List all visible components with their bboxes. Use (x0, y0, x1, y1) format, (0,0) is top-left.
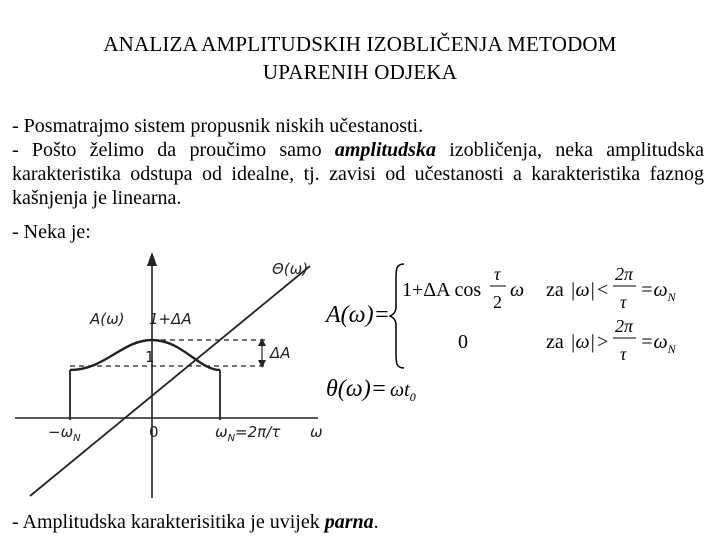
paragraph-let: - Neka je: (12, 221, 91, 243)
theta-lhs: θ(ω)= (326, 376, 387, 402)
case2-abs: |ω| (570, 331, 596, 353)
p2-text-a: - Pošto želimo da proučimo samo (12, 139, 335, 161)
p4-emphasis: parna (324, 511, 374, 533)
vertical-axis-arrow (147, 252, 157, 266)
case1-abs: |ω| (570, 279, 596, 301)
amplitude-phase-figure (10, 248, 340, 503)
case2-tau-den: τ (620, 344, 627, 364)
case1-two: 2 (493, 292, 502, 312)
case1-omega-n: $=\omega_N$ (640, 279, 676, 304)
p2-emphasis: amplitudska (334, 139, 436, 161)
case2-gt: > (597, 331, 609, 353)
title-line-2: UPARENIH ODJEKA (262, 60, 458, 84)
case1-za: za (546, 279, 564, 301)
p2-text-b: izobličenja, neka amplitudska karakteristika odstupa od idealne, tj. zavisi od učestanosti a karakteristika faznog kašnjenja je linearna. (12, 139, 704, 209)
one-label: 1 (145, 348, 155, 366)
omega-axis-label: ω (310, 423, 323, 441)
case1-omega: ω (510, 279, 525, 301)
case2-two-pi: 2π (615, 316, 634, 336)
definition-formula (320, 250, 710, 410)
case2-expression: 0 (458, 331, 468, 353)
delta-arrow-down (258, 360, 266, 368)
case2-za: za (546, 331, 564, 353)
paragraph-even (12, 510, 704, 534)
p4-text-a: - Amplitudska karakterisitika je uvijek (12, 511, 325, 533)
delta-a-label: ΔA (270, 344, 291, 362)
phase-line (30, 266, 310, 496)
theta-label: Θ(ω) (272, 260, 309, 278)
delta-arrow-up (258, 338, 266, 346)
case1-expression: 1+ΔA cos (402, 279, 482, 301)
p4-text-b: . (373, 511, 379, 533)
title-line-1: ANALIZA AMPLITUDSKIH IZOBLIČENJA METODOM (103, 32, 617, 56)
case2-omega-n: $=\omega_N$ (640, 331, 676, 356)
pos-omega-label: $\omega_N=2\pi/\tau$ (215, 423, 281, 444)
peak-label: 1+ΔA (149, 310, 192, 328)
case1-two-pi: 2π (615, 264, 634, 284)
neg-omega-label: $-\omega_N$ (48, 423, 81, 444)
paragraph-amplitude-distortion (12, 138, 704, 210)
case1-tau: τ (494, 264, 501, 284)
origin-label: 0 (149, 423, 159, 441)
theta-rhs: $\omega t_0$ (390, 379, 416, 404)
a-omega-label: A(ω) (90, 310, 125, 328)
a-lhs: A(ω)= (326, 302, 390, 328)
paragraph-lowpass: - Posmatrajmo sistem propusnik niskih učestanosti. (12, 115, 424, 137)
case1-tau-den: τ (620, 292, 627, 312)
slide-title (0, 30, 720, 86)
case1-lt: < (597, 279, 609, 301)
